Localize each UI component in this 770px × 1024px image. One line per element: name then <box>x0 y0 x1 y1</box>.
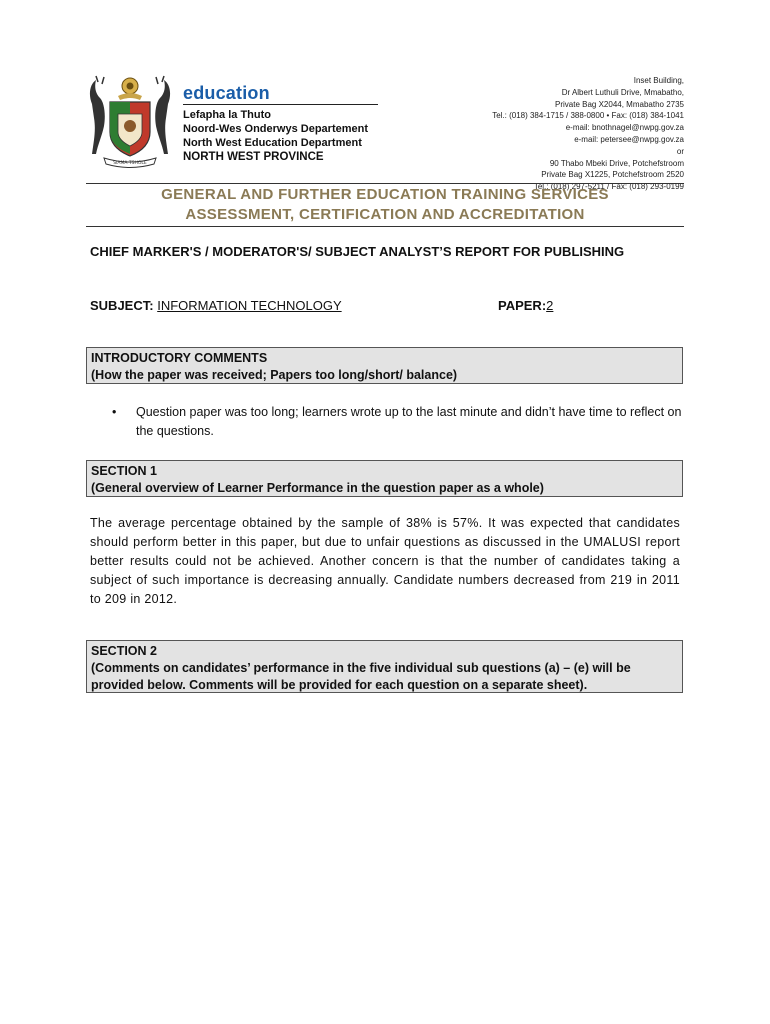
subject-row <box>90 297 680 315</box>
report-title: CHIEF MARKER'S / MODERATOR'S/ SUBJECT ANALYST’S REPORT FOR PUBLISHING <box>90 244 625 259</box>
address-block <box>444 75 684 193</box>
paper-value: 2 <box>546 298 554 313</box>
services-banner <box>86 185 684 225</box>
section-1-body: The average percentage obtained by the sample of 38% is 57%. It was expected that candidates should perform better in this paper, but due to unfair questions as discussed in the UMALUSI report better results could not be achieved. Another concern is that the number of candidates taking a subject of such importance is decreasing annually. Candidate numbers decreased from 219 in 2011 to 209 in 2012. <box>90 516 680 606</box>
section-2-subtitle: (Comments on candidates’ performance in the five individual sub questions (a) – (e) will be provided below. Comments will be provided for each question on a separate sheet). <box>91 661 631 692</box>
intro-title: INTRODUCTORY COMMENTS <box>91 351 268 365</box>
address-line: or <box>676 146 684 156</box>
crest-motto: SIAMA TSHOLE <box>113 161 147 166</box>
dept-name: education <box>183 83 270 103</box>
address-line: Dr Albert Luthuli Drive, Mmabatho, <box>561 87 684 97</box>
banner-bottom-rule <box>86 226 684 227</box>
banner-line-2: ASSESSMENT, CERTIFICATION AND ACCREDITATION <box>185 206 585 223</box>
bullet-icon: • <box>112 405 117 419</box>
address-line: Private Bag X1225, Potchefstroom 2520 <box>541 170 684 180</box>
address-line: e-mail: petersee@nwpg.gov.za <box>574 134 684 144</box>
subject-value: INFORMATION TECHNOLOGY <box>157 298 342 313</box>
dept-line-afrikaans: Noord-Wes Onderwys Departement <box>183 123 369 135</box>
banner-top-rule <box>86 183 684 184</box>
address-line: e-mail: bnothnagel@nwpg.gov.za <box>565 123 684 133</box>
intro-comments-box <box>86 347 683 384</box>
paper-label: PAPER: <box>498 298 547 313</box>
paper-field <box>498 297 553 315</box>
dept-line-tswana: Lefapha la Thuto <box>183 109 271 121</box>
address-line: Tel.: (018) 384-1715 / 388-0800 • Fax: (018) 384-1041 <box>492 111 684 121</box>
dept-line-english: North West Education Department <box>183 137 362 149</box>
address-line: 90 Thabo Mbeki Drive, Potchefstroom <box>549 158 684 168</box>
banner-line-1: GENERAL AND FURTHER EDUCATION TRAINING SERVICES <box>161 186 609 203</box>
address-line: Private Bag X2044, Mmabatho 2735 <box>555 99 684 109</box>
department-block <box>183 82 378 164</box>
intro-bullet-text: Question paper was too long; learners wrote up to the last minute and didn’t have time to reflect on the questions. <box>136 405 682 438</box>
intro-bullet-item <box>112 403 687 441</box>
section-2-box <box>86 640 683 693</box>
section-1-box <box>86 460 683 497</box>
section-1-title: SECTION 1 <box>91 464 157 478</box>
dept-divider <box>183 104 378 105</box>
coat-of-arms-icon <box>82 74 178 170</box>
section-1-subtitle: (General overview of Learner Performance in the question paper as a whole) <box>91 481 544 495</box>
address-line: Inset Building, <box>633 76 684 85</box>
intro-subtitle: (How the paper was received; Papers too long/short/ balance) <box>91 368 458 382</box>
address-line: Tel.: (018) 297-5211 / Fax: (018) 293-0199 <box>533 182 684 192</box>
dept-line-province: NORTH WEST PROVINCE <box>183 151 324 163</box>
section-2-title: SECTION 2 <box>91 644 157 658</box>
subject-label: SUBJECT: <box>90 298 154 313</box>
